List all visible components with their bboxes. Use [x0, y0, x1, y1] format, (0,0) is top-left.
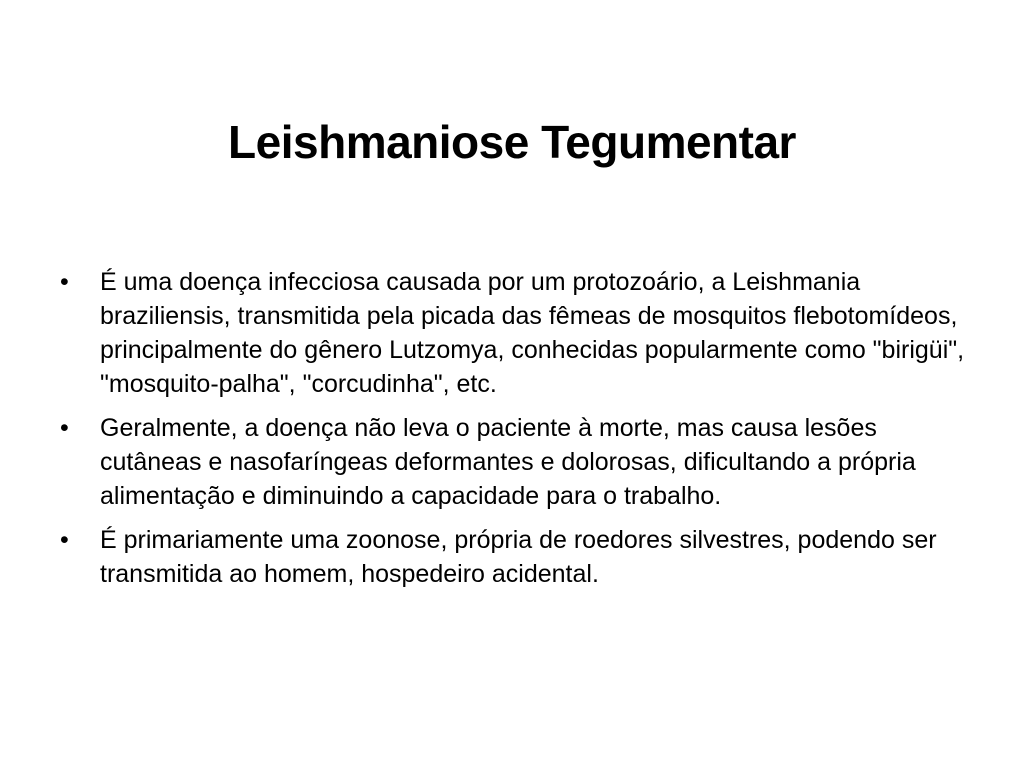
- bullet-dot-icon: •: [60, 414, 69, 442]
- bullet-item: [60, 523, 966, 591]
- bullet-item: [60, 265, 966, 401]
- bullet-text: É primariamente uma zoonose, própria de roedores silvestres, podendo ser transmitida ao homem, hospedeiro acidental.: [100, 526, 937, 588]
- slide-title: Leishmaniose Tegumentar: [228, 115, 796, 168]
- bullet-text: Geralmente, a doença não leva o paciente à morte, mas causa lesões cutâneas e nasofaríngeas deformantes e dolorosas, dificultando a própria alimentação e diminuindo a capacidade para o trabalho.: [100, 414, 916, 510]
- bullet-list: [60, 265, 966, 601]
- bullet-dot-icon: •: [60, 268, 69, 296]
- bullet-dot-icon: •: [60, 526, 69, 554]
- bullet-item: [60, 411, 966, 513]
- bullet-text: É uma doença infecciosa causada por um protozoário, a Leishmania braziliensis, transmitida pela picada das fêmeas de mosquitos flebotomídeos, principalmente do gênero Lutzomya, conhecidas popularmente como "birigüi", "mosquito-palha", "corcudinha", etc.: [100, 268, 965, 398]
